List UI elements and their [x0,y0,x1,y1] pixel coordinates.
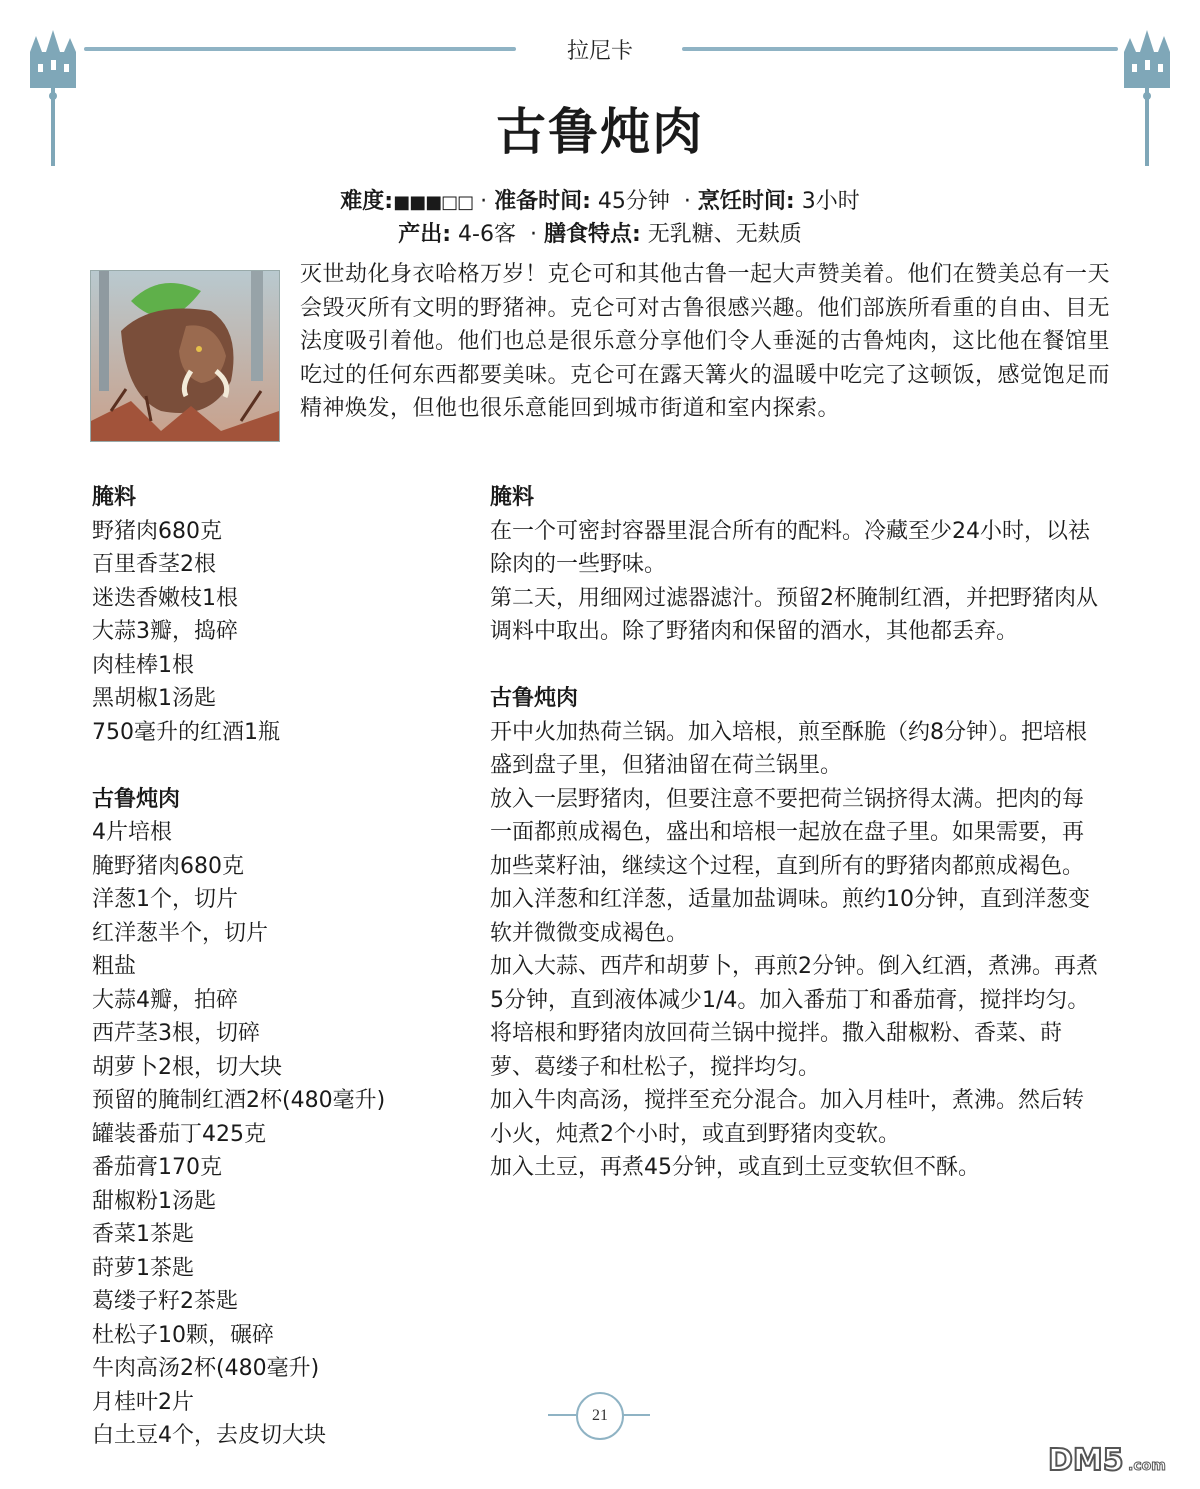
direction-step: 加入大蒜、西芹和胡萝卜，再煎2分钟。倒入红酒，煮沸。再煮5分钟，直到液体减少1/4。加入番茄丁和番茄膏，搅拌均匀。 [490,954,1098,1013]
ingredient-item: 迷迭香嫩枝1根 [92,585,238,611]
page-number-rule-left [548,1414,576,1416]
page-number: 21 [576,1392,624,1440]
meta-separator: · [676,189,691,214]
recipe-meta-line-1 [0,184,1200,215]
prep-time-value: 45分钟 [597,189,670,214]
ingredient-item: 莳萝1茶匙 [92,1255,194,1281]
meta-separator: · [522,222,537,247]
ingredient-item: 腌野猪肉680克 [92,853,244,879]
ingredient-item: 粗盐 [92,954,137,979]
spacer [490,649,1102,683]
ingredient-item: 肉桂棒1根 [92,652,194,678]
ingredient-item: 白土豆4个，去皮切大块 [92,1423,326,1448]
ingredient-item: 750毫升的红酒1瓶 [92,719,280,745]
directions-stew-heading: 古鲁炖肉 [490,686,579,711]
diet-label: 膳食特点: [543,222,641,247]
meta-separator: · [480,189,488,214]
yield-value: 4-6客 [458,222,516,247]
spacer [92,749,472,783]
ingredient-item: 牛肉高汤2杯(480毫升) [92,1356,320,1381]
cook-time-label: 烹饪时间: [697,189,795,214]
ingredient-item: 黑胡椒1汤匙 [92,686,216,711]
direction-step: 在一个可密封容器里混合所有的配料。冷藏至少24小时，以祛除肉的一些野味。 [490,518,1090,577]
diet-value: 无乳糖、无麸质 [647,222,802,247]
ingredient-item: 西芹茎3根，切碎 [92,1021,260,1046]
ingredients-stew-heading: 古鲁炖肉 [92,786,181,812]
cook-time-value: 3小时 [801,189,860,214]
ingredient-item: 甜椒粉1汤匙 [92,1188,216,1214]
marinade-ingredient-list [92,515,472,750]
boar-illustration [90,270,280,442]
direction-step: 开中火加热荷兰锅。加入培根，煎至酥脆（约8分钟）。把培根盛到盘子里，但猪油留在荷兰锅里。 [490,719,1087,778]
ingredients-column [92,481,472,1453]
intro-paragraph: 灭世劫化身衣哈格万岁！克仑可和其他古鲁一起大声赞美着。他们在赞美总有一天会毁灭所有文明的野猪神。克仑可对古鲁很感兴趣。他们部族所看重的自由、目无法度吸引着他。他们也总是很乐意分享他们令人垂涎的古鲁炖肉，这比他在餐馆里吃过的任何东西都要美味。克仑可在露天篝火的温暖中吃完了这顿饭，感觉饱足而精神焕发，但他也很乐意能回到城市街道和室内探索。 [300,262,1111,422]
ingredient-item: 香菜1茶匙 [92,1222,194,1247]
ingredient-item: 罐装番茄丁425克 [92,1121,266,1147]
recipe-meta-line-2 [0,217,1200,248]
ingredient-item: 番茄膏170克 [92,1155,222,1180]
direction-step: 加入洋葱和红洋葱，适量加盐调味。煎约10分钟，直到洋葱变软并微微变成褐色。 [490,887,1090,946]
ingredient-item: 4片培根 [92,820,172,845]
direction-step: 加入土豆，再煮45分钟，或直到土豆变软但不酥。 [490,1155,980,1180]
ingredient-item: 洋葱1个，切片 [92,887,238,912]
ingredient-item: 红洋葱半个，切片 [92,920,269,946]
ingredient-item: 胡萝卜2根，切大块 [92,1054,282,1080]
difficulty-label: 难度: [340,189,394,214]
direction-step: 加入牛肉高汤，搅拌至充分混合。加入月桂叶，煮沸。然后转小火，炖煮2个小时，或直到野猪肉变软。 [490,1088,1085,1147]
dm5-watermark-logo [1046,1440,1186,1480]
ingredient-item: 大蒜3瓣，捣碎 [92,619,238,644]
directions-marinade-heading: 腌料 [490,485,535,510]
direction-step: 放入一层野猪肉，但要注意不要把荷兰锅挤得太满。把肉的每一面都煎成褐色，盛出和培根一起放在盘子里。如果需要，再加些菜籽油，继续这个过程，直到所有的野猪肉都煎成褐色。 [490,786,1085,879]
ingredient-item: 预留的腌制红酒2杯(480毫升) [92,1088,386,1113]
ingredient-item: 月桂叶2片 [92,1389,194,1415]
ingredient-item: 杜松子10颗，碾碎 [92,1322,274,1348]
ingredients-marinade-heading: 腌料 [92,485,137,510]
direction-step: 第二天，用细网过滤器滤汁。预留2杯腌制红酒，并把野猪肉从调料中取出。除了野猪肉和保留的酒水，其他都丢弃。 [490,585,1098,644]
section-title: 拉尼卡 [566,39,633,64]
direction-step: 将培根和野猪肉放回荷兰锅中搅拌。撒入甜椒粉、香菜、莳萝、葛缕子和杜松子，搅拌均匀。 [490,1021,1063,1080]
yield-label: 产出: [398,222,452,247]
ingredient-item: 葛缕子籽2茶匙 [92,1289,238,1314]
svg-text:DM5: DM5 [1048,1443,1124,1478]
ingredient-item: 野猪肉680克 [92,518,222,544]
stew-ingredient-list [92,816,472,1453]
directions-column [490,481,1102,1185]
svg-text:.com: .com [1128,1458,1166,1474]
ingredient-item: 大蒜4瓣，拍碎 [92,987,238,1013]
page-number-rule-right [622,1414,650,1416]
prep-time-label: 准备时间: [494,189,591,214]
difficulty-value: ■■■□□ [393,192,474,213]
ingredient-item: 百里香茎2根 [92,552,216,577]
recipe-title: 古鲁炖肉 [496,103,704,161]
